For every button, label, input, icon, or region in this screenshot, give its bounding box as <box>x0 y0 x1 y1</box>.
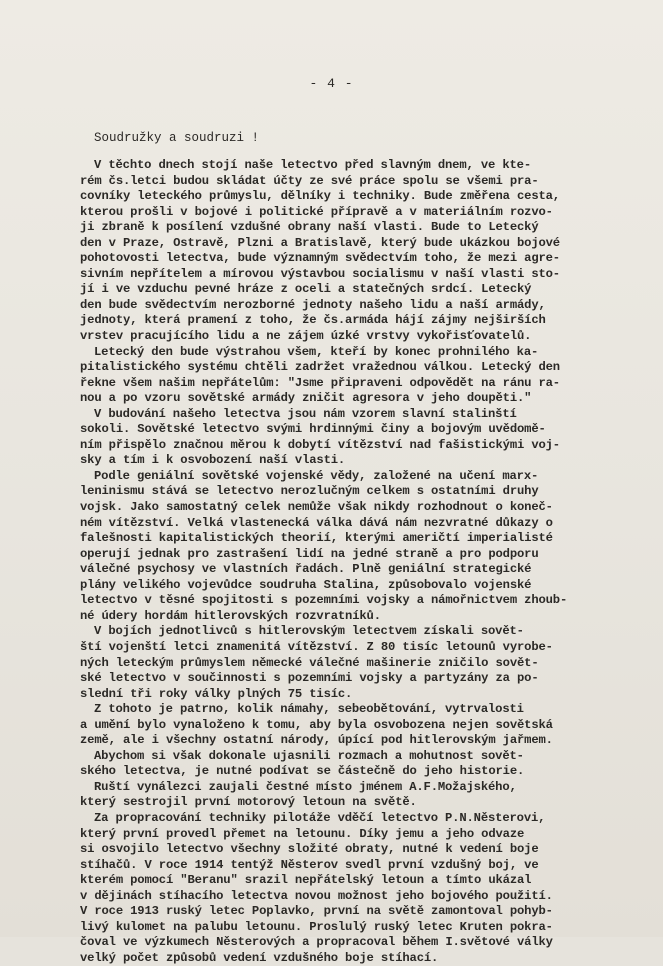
text-line: ji zbraně k posílení vzdušné obrany naší vlasti. Bude to Letecký <box>80 220 539 235</box>
text-line: V roce 1913 ruský letec Poplavko, první na světě zamontoval pohyb- <box>80 904 553 919</box>
text-line: pohotovosti letectva, bude významným svědectvím toho, že mezi agre- <box>80 251 560 266</box>
text-line: V budování našeho letectva jsou nám vzorem slavní stalinští <box>94 406 517 421</box>
text-line: který první provedl přemet na letounu. Díky jemu a jeho odvaze <box>80 826 525 841</box>
text-line: V těchto dnech stojí naše letectvo před slavným dnem, ve kte- <box>94 158 531 172</box>
text-line: Za propracování techniky pilotáže vděčí letectvo P.N.Něsterovi, <box>94 810 546 825</box>
text-line: si osvojilo letectvo všechny složité obraty, nutné k vedení boje <box>80 842 539 857</box>
text-line: Abychom si však dokonale ujasnili rozmach a mohutnost sovět- <box>94 748 524 763</box>
text-line: Ruští vynálezci zaujali čestné místo jménem A.F.Možajského, <box>94 779 517 794</box>
text-line: jí i ve vzduchu pevné hráze z oceli a statečných srdcí. Letecký <box>80 282 532 297</box>
text-line: velký počet způsobů vedení vzdušného boje stíhací. <box>80 950 439 965</box>
text-line: ského letectva, je nutné podívat se částečně do jeho historie. <box>80 764 525 779</box>
text-line: válečné psychosy ve vlastních řadách. Plně geniální strategické <box>80 562 532 577</box>
text-line: slední tři roky války plných 75 tisíc. <box>80 686 353 701</box>
text-line: sivním nepřítelem a mírovou výstavbou socialismu v naší vlasti sto- <box>80 266 560 281</box>
text-line: rém čs.letci budou skládat účty ze své práce spolu se všemi pra- <box>80 173 539 188</box>
text-line: a umění bylo vynaloženo k tomu, aby byla osvobozena nejen sovětská <box>80 717 553 732</box>
text-line: covníky leteckého průmyslu, dělníky i techniky. Bude změřena cesta, <box>80 189 560 204</box>
text-line: livý kulomet na palubu letounu. Proslulý ruský letec Kruten pokra- <box>80 919 553 934</box>
text-line: Podle geniální sovětské vojenské vědy, založené na učení marx- <box>94 468 539 483</box>
text-line: vrstev pracujícího lidu a ne zájem úzké vrstvy vykořisťovatelů. <box>80 329 532 344</box>
body-text <box>80 158 660 966</box>
text-line: jednoty, která pramení z toho, že čs.armáda hájí zájmy nejširších <box>80 313 546 328</box>
text-line: ské letectvo v součinnosti s pozemními vojsky a partyzány za po- <box>80 671 539 686</box>
text-line: který sestrojil první motorový letoun na světě. <box>80 795 417 810</box>
text-line: plány velikého vojevůdce soudruha Stalina, způsobovalo vojenské <box>80 577 532 592</box>
text-line: V bojích jednotlivců s hitlerovským letectvem získali sovět- <box>94 624 524 639</box>
text-line: řekne všem našim nepřátelům: "Jsme připraveni odpovědět na ránu ra- <box>80 375 560 390</box>
text-line: nou a po vzoru sovětské armády zničit agresora v jeho doupěti." <box>80 391 532 406</box>
text-line: leninismu stává se letectvo nerozlučným celkem s ostatními druhy <box>80 484 539 499</box>
text-line: stíhačů. V roce 1914 tentýž Něsterov svedl první vzdušný boj, ve <box>80 857 539 872</box>
text-line: den bude svědectvím nerozborné jednoty našeho lidu a naší armády, <box>80 297 546 312</box>
salutation: Soudružky a soudruzi ! <box>94 131 260 145</box>
text-line: sokoli. Sovětské letectvo svými hrdinnými činy a bojovým uvědomě- <box>80 422 546 437</box>
text-line: Letecký den bude výstrahou všem, kteří by konec prohnilého ka- <box>94 344 539 359</box>
text-line: pitalistického systému chtěli zadržet vražednou válkou. Letecký den <box>80 360 560 375</box>
text-line: letectvo v těsné spojitosti s pozemními vojsky a námořnictvem zhoub- <box>80 593 568 608</box>
text-line: ští vojenští letci znamenitá vítězství. Z 80 tisíc letounů vyrobe- <box>80 639 553 654</box>
text-line: falešnosti kapitalistických theorií, kterými američtí imperialisté <box>80 531 553 546</box>
page-number: - 4 - <box>309 76 354 91</box>
text-line: země, ale i všechny ostatní národy, úpící pod hitlerovským jařmem. <box>80 733 553 748</box>
text-line: ných leteckým průmyslem německé válečné mašinerie zničilo sovět- <box>80 655 539 670</box>
text-line: kterou prošli v bojové i politické přípravě a v materiálním rozvo- <box>80 204 553 219</box>
text-line: den v Praze, Ostravě, Plzni a Bratislavě, který bude ukázkou bojové <box>80 235 560 250</box>
text-line: kterém pomocí "Beranu" srazil nepřátelský letoun a tímto ukázal <box>80 873 532 888</box>
text-line: né údery hordám hitlerovských rozvratníků. <box>80 608 381 623</box>
text-line: operují jednak pro zastrašení lidí na jedné straně a pro podporu <box>80 546 539 561</box>
text-line: sky a tím i k osvobození naší vlasti. <box>80 453 346 468</box>
text-line: ném vítězství. Velká vlastenecká válka dává nám nezvratné důkazy o <box>80 515 553 530</box>
text-line: v dějinách stíhacího letectva novou možnost jeho bojového použití. <box>80 888 553 903</box>
text-line: vojsk. Jako samostatný celek nemůže však nikdy rozhodnout o koneč- <box>80 500 553 515</box>
text-line: čoval ve výzkumech Něsterových a propracoval během I.světové války <box>80 935 553 950</box>
text-line: Z tohoto je patrno, kolik námahy, sebeobětování, vytrvalosti <box>94 702 524 717</box>
text-line: ním přispělo značnou měrou k dobytí vítězství nad fašistickými voj- <box>80 437 560 452</box>
